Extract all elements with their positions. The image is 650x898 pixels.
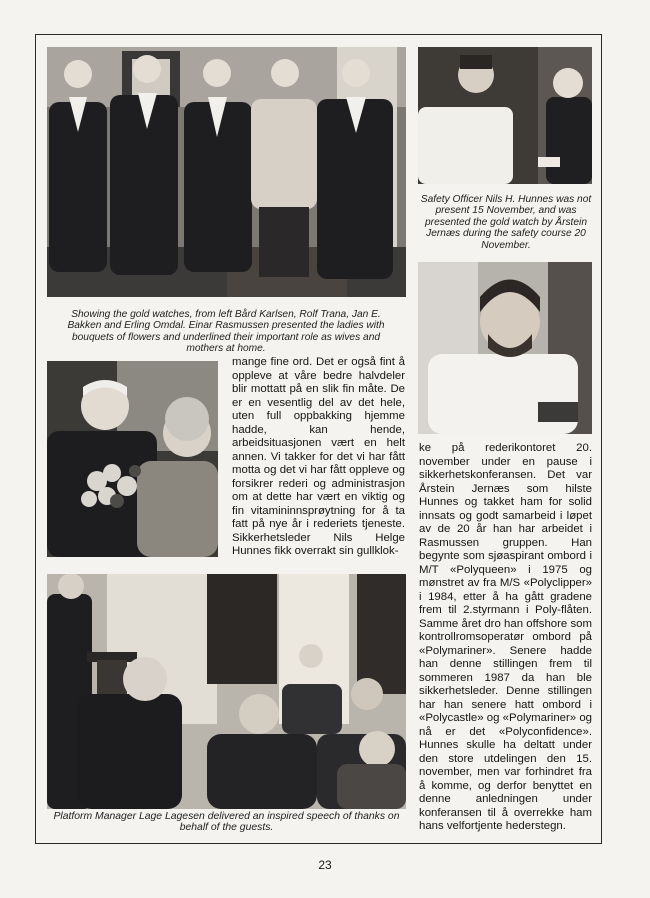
safety-officer-photo — [418, 47, 592, 184]
right-column-paragraph: ke på rederikontoret 20. november under en pause i sikkerhetskonferansen. Det var Årstein Jernæs som hilste Hunnes og takket ham for solid innsats og godt samarbeid i løpet av de 20 år han har arbeidet i Rasmussen gruppen. Han begynte som sjøaspirant ombord i M/T «Polyqueen» i 1975 og mønstret av fra M/S «Polyclipper» i 1984, etter å ha gått gradene frem til 2.styrmann i Poly-flåten. Samme året dro han offshore som kontrollromsoperatør ombord på «Polymariner». Senere hadde han denne stillingen frem til sommeren 1987 da han ble sikkerhetsleder. Denne stillingen har han senere hatt ombord i «Polycastle» og «Polymariner» og nå er det «Polyconfidence». Hunnes skulle ha deltatt under den store utdelingen den 15. november, men var forhindret fra å komme, og derfor benyttet en denne anledningen under konferansen til å overrekke ham hans velfortjente hederstegn. — [419, 442, 592, 832]
hunnes-portrait-photo — [418, 262, 592, 434]
flowers-photo — [47, 361, 218, 557]
group-photo-caption: Showing the gold watches, from left Bård Karlsen, Rolf Trana, Jan E. Bakken and Erling Omdal. Einar Rasmussen presented the ladies with bouquets of flowers and underlined their important role as wives and mothers at home. — [67, 309, 385, 355]
safety-officer-caption: Safety Officer Nils H. Hunnes was not present 15 November, and was presented the gold watch by Årstein Jernæs during the safety course 20 November. — [420, 194, 592, 251]
speech-photo-caption: Platform Manager Lage Lagesen delivered an inspired speech of thanks on behalf of the guests. — [53, 811, 400, 834]
group-photo — [47, 47, 406, 297]
page-number: 23 — [318, 858, 332, 872]
middle-column-paragraph: mange fine ord. Det er også fint å oppleve at våre bedre halvdeler blir mottatt på en slik fin måte. De er en vesentlig del av det hele, uten full oppbakking hjemme hadde, kan hende, arbeidsituasjonen vært en helt annen. Vi takker for det vi har fått motta og det vi har fått oppleve og forsikrer rederi og administrasjon om at dette har vært en viktig og fin vitamininnsprøytning for å ta fatt på nye år i rederiets tjeneste. Sikkerhetsleder Nils Helge Hunnes fikk overrakt sin gullklok- — [232, 356, 405, 557]
middle-column-text — [232, 356, 405, 559]
speech-photo — [47, 574, 406, 809]
right-column-text — [419, 442, 592, 834]
